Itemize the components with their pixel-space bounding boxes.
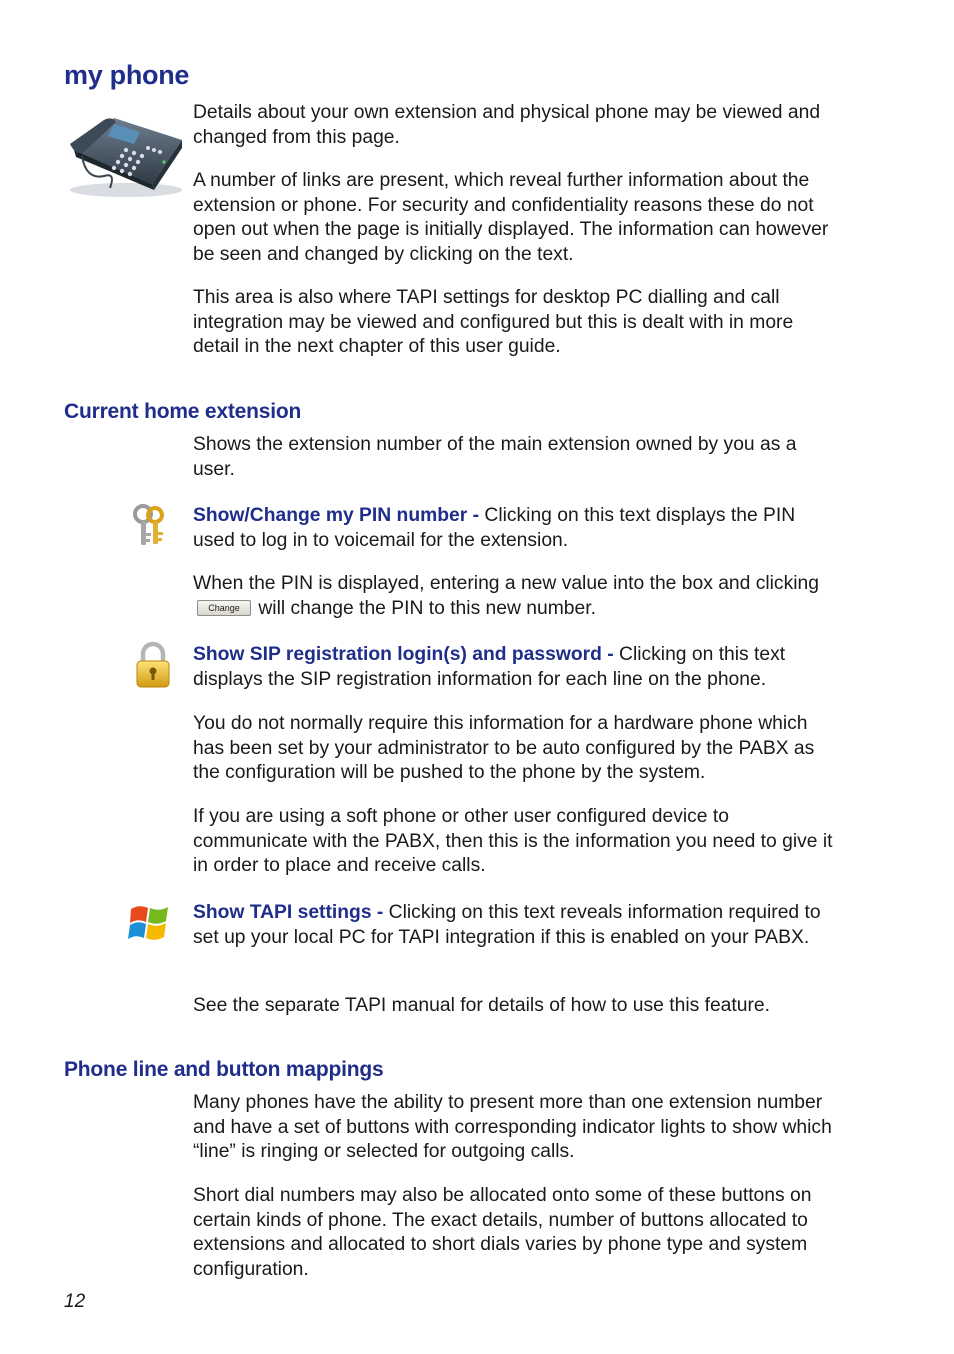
sip-paragraph-2: You do not normally require this information for a hardware phone which has been set by your administrator to be auto configured by the PABX as the configuration will be pushed to the phone by the system.	[193, 713, 815, 783]
windows-logo-icon	[128, 901, 174, 945]
show-tapi-settings-link[interactable]: Show TAPI settings -	[193, 902, 384, 923]
page-title: my phone	[64, 60, 190, 90]
pin-change-paragraph	[193, 572, 833, 621]
keys-icon	[130, 503, 172, 549]
show-sip-registration-link[interactable]: Show SIP registration login(s) and password -	[193, 644, 614, 665]
change-button[interactable]: Change	[197, 600, 251, 616]
tapi-paragraph-2: See the separate TAPI manual for details of how to use this feature.	[193, 995, 770, 1016]
intro-paragraph-3: This area is also where TAPI settings for desktop PC dialling and call integration may be viewed and configured but this is dealt with in more detail in the next chapter of this user guide.	[193, 287, 794, 357]
show-change-pin-link[interactable]: Show/Change my PIN number -	[193, 505, 480, 526]
pin-change-text-after: will change the PIN to this new number.	[253, 597, 596, 619]
intro-paragraph-2: A number of links are present, which reveal further information about the extension or phone. For security and confidentiality reasons these do not open out when the page is initially displayed. The information can however be seen and changed by clicking on the text.	[193, 170, 829, 265]
page-number: 12	[64, 1291, 86, 1312]
phone-line-paragraph-1: Many phones have the ability to present more than one extension number and have a set of buttons with corresponding indicator lights to show which “line” is ringing or selected for outgoing calls.	[193, 1092, 832, 1162]
extension-description: Shows the extension number of the main extension owned by you as a user.	[193, 434, 797, 480]
intro-paragraph-1: Details about your own extension and physical phone may be viewed and changed from this page.	[193, 102, 821, 148]
sip-paragraph	[193, 643, 833, 692]
section-heading-current-home-extension: Current home extension	[64, 400, 302, 423]
tapi-paragraph	[193, 901, 833, 950]
tapi-description: Clicking on this text reveals information required to set up your local PC for TAPI integration if this is enabled on your PABX.	[193, 902, 821, 948]
pin-change-text-before: When the PIN is displayed, entering a new value into the box and clicking	[193, 573, 819, 594]
section-heading-phone-line-mappings: Phone line and button mappings	[64, 1058, 384, 1081]
desk-phone-icon	[64, 110, 186, 200]
pin-description: Clicking on this text displays the PIN used to log in to voicemail for the extension.	[193, 505, 796, 551]
sip-description: Clicking on this text displays the SIP registration information for each line on the phone.	[193, 644, 786, 690]
pin-paragraph	[193, 504, 833, 553]
phone-line-paragraph-2: Short dial numbers may also be allocated onto some of these buttons on certain kinds of phone. The exact details, number of buttons allocated to extensions and allocated to short dials varies by phone type and system configuration.	[193, 1185, 812, 1280]
sip-paragraph-3: If you are using a soft phone or other user configured device to communicate with the PABX, then this is the information you need to give it in order to place and receive calls.	[193, 806, 833, 876]
padlock-icon	[134, 640, 172, 690]
